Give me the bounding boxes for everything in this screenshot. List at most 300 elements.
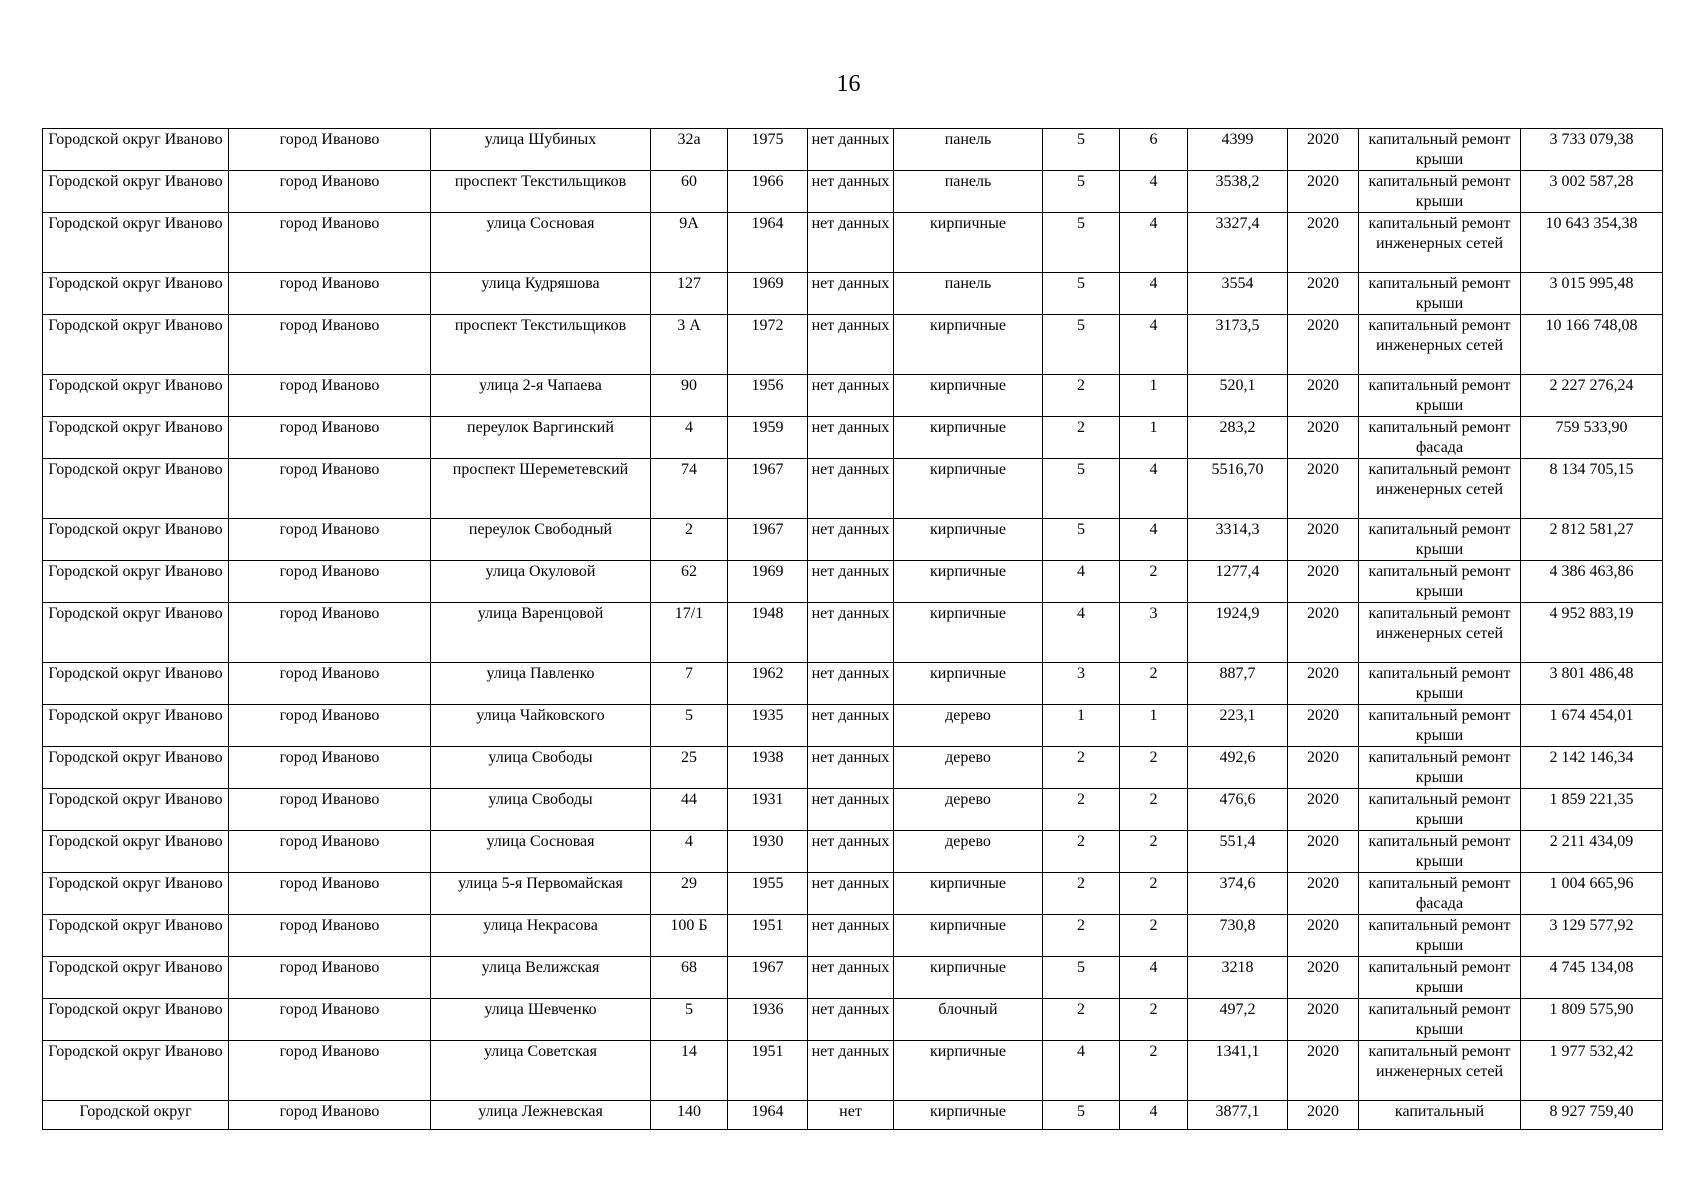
- cell-street: улица Свободы: [431, 789, 651, 831]
- cell-plan-year: 2020: [1288, 1041, 1359, 1101]
- cell-street: улица 5-я Первомайская: [431, 873, 651, 915]
- housing-repair-table: [42, 128, 1663, 1130]
- cell-wall-material: кирпичные: [894, 315, 1043, 375]
- cell-entrances: 2: [1120, 561, 1188, 603]
- cell-settlement: город Иваново: [229, 519, 431, 561]
- page-number: 16: [836, 71, 861, 97]
- cell-plan-year: 2020: [1288, 519, 1359, 561]
- cell-cost: 4 952 883,19: [1521, 603, 1663, 663]
- cell-settlement: город Иваново: [229, 375, 431, 417]
- cell-entrances: 2: [1120, 915, 1188, 957]
- table-row: [43, 1041, 1663, 1101]
- cell-entrances: 1: [1120, 705, 1188, 747]
- cell-commission-year: нет данных: [808, 957, 894, 999]
- cell-municipality: Городской округ Иваново: [43, 171, 229, 213]
- cell-floors: 5: [1043, 957, 1120, 999]
- table-row: [43, 999, 1663, 1041]
- cell-area: 3314,3: [1188, 519, 1288, 561]
- cell-floors: 5: [1043, 459, 1120, 519]
- cell-entrances: 4: [1120, 1101, 1188, 1130]
- cell-plan-year: 2020: [1288, 129, 1359, 171]
- cell-municipality: Городской округ Иваново: [43, 561, 229, 603]
- cell-street: улица Чайковского: [431, 705, 651, 747]
- cell-work-type: капитальный ремонт крыши: [1359, 561, 1521, 603]
- cell-settlement: город Иваново: [229, 1041, 431, 1101]
- cell-street: улица Варенцовой: [431, 603, 651, 663]
- cell-plan-year: 2020: [1288, 873, 1359, 915]
- cell-floors: 2: [1043, 915, 1120, 957]
- cell-work-type: капитальный ремонт инженерных сетей: [1359, 603, 1521, 663]
- cell-street: улица Свободы: [431, 747, 651, 789]
- cell-commission-year: нет данных: [808, 519, 894, 561]
- cell-wall-material: панель: [894, 273, 1043, 315]
- cell-wall-material: кирпичные: [894, 561, 1043, 603]
- cell-wall-material: кирпичные: [894, 1101, 1043, 1130]
- table-row: [43, 375, 1663, 417]
- cell-work-type: капитальный ремонт инженерных сетей: [1359, 213, 1521, 273]
- cell-settlement: город Иваново: [229, 663, 431, 705]
- cell-plan-year: 2020: [1288, 375, 1359, 417]
- cell-settlement: город Иваново: [229, 171, 431, 213]
- cell-plan-year: 2020: [1288, 213, 1359, 273]
- cell-floors: 1: [1043, 705, 1120, 747]
- cell-build-year: 1967: [728, 957, 808, 999]
- cell-floors: 5: [1043, 519, 1120, 561]
- cell-wall-material: кирпичные: [894, 213, 1043, 273]
- cell-commission-year: нет данных: [808, 273, 894, 315]
- cell-plan-year: 2020: [1288, 561, 1359, 603]
- cell-cost: 1 674 454,01: [1521, 705, 1663, 747]
- cell-work-type: капитальный ремонт крыши: [1359, 789, 1521, 831]
- cell-municipality: Городской округ Иваново: [43, 705, 229, 747]
- cell-plan-year: 2020: [1288, 417, 1359, 459]
- cell-municipality: Городской округ Иваново: [43, 315, 229, 375]
- cell-work-type: капитальный ремонт крыши: [1359, 519, 1521, 561]
- cell-work-type: капитальный ремонт крыши: [1359, 915, 1521, 957]
- cell-work-type: капитальный ремонт крыши: [1359, 663, 1521, 705]
- cell-area: 3173,5: [1188, 315, 1288, 375]
- table-row: [43, 603, 1663, 663]
- cell-municipality: Городской округ Иваново: [43, 519, 229, 561]
- cell-house-number: 14: [651, 1041, 728, 1101]
- cell-settlement: город Иваново: [229, 273, 431, 315]
- cell-wall-material: кирпичные: [894, 1041, 1043, 1101]
- cell-commission-year: нет данных: [808, 171, 894, 213]
- cell-settlement: город Иваново: [229, 747, 431, 789]
- cell-wall-material: панель: [894, 171, 1043, 213]
- table-row: [43, 315, 1663, 375]
- cell-commission-year: нет данных: [808, 129, 894, 171]
- cell-entrances: 2: [1120, 747, 1188, 789]
- table-row: [43, 417, 1663, 459]
- cell-entrances: 4: [1120, 171, 1188, 213]
- table-row: [43, 129, 1663, 171]
- cell-wall-material: кирпичные: [894, 519, 1043, 561]
- cell-work-type: капитальный ремонт инженерных сетей: [1359, 1041, 1521, 1101]
- cell-settlement: город Иваново: [229, 789, 431, 831]
- cell-work-type: капитальный ремонт крыши: [1359, 171, 1521, 213]
- table-row: [43, 459, 1663, 519]
- table-row: [43, 705, 1663, 747]
- cell-wall-material: кирпичные: [894, 873, 1043, 915]
- cell-build-year: 1951: [728, 915, 808, 957]
- cell-wall-material: кирпичные: [894, 417, 1043, 459]
- cell-cost: 2 227 276,24: [1521, 375, 1663, 417]
- cell-work-type: капитальный ремонт крыши: [1359, 999, 1521, 1041]
- cell-municipality: Городской округ Иваново: [43, 213, 229, 273]
- cell-commission-year: нет данных: [808, 561, 894, 603]
- cell-wall-material: кирпичные: [894, 663, 1043, 705]
- cell-work-type: капитальный ремонт крыши: [1359, 705, 1521, 747]
- cell-plan-year: 2020: [1288, 273, 1359, 315]
- cell-cost: 1 859 221,35: [1521, 789, 1663, 831]
- cell-work-type: капитальный ремонт крыши: [1359, 375, 1521, 417]
- cell-build-year: 1955: [728, 873, 808, 915]
- cell-area: 520,1: [1188, 375, 1288, 417]
- cell-build-year: 1969: [728, 273, 808, 315]
- cell-commission-year: нет данных: [808, 213, 894, 273]
- cell-commission-year: нет данных: [808, 663, 894, 705]
- cell-work-type: капитальный ремонт крыши: [1359, 747, 1521, 789]
- cell-build-year: 1966: [728, 171, 808, 213]
- cell-work-type: капитальный ремонт инженерных сетей: [1359, 459, 1521, 519]
- cell-street: переулок Варгинский: [431, 417, 651, 459]
- cell-entrances: 4: [1120, 315, 1188, 375]
- cell-wall-material: дерево: [894, 705, 1043, 747]
- cell-area: 3538,2: [1188, 171, 1288, 213]
- cell-house-number: 3 А: [651, 315, 728, 375]
- cell-settlement: город Иваново: [229, 957, 431, 999]
- cell-street: проспект Текстильщиков: [431, 315, 651, 375]
- cell-street: переулок Свободный: [431, 519, 651, 561]
- cell-build-year: 1956: [728, 375, 808, 417]
- table-row: [43, 171, 1663, 213]
- cell-wall-material: дерево: [894, 831, 1043, 873]
- cell-plan-year: 2020: [1288, 957, 1359, 999]
- cell-entrances: 2: [1120, 789, 1188, 831]
- cell-build-year: 1975: [728, 129, 808, 171]
- cell-municipality: Городской округ Иваново: [43, 873, 229, 915]
- cell-commission-year: нет данных: [808, 831, 894, 873]
- cell-build-year: 1931: [728, 789, 808, 831]
- cell-cost: 2 142 146,34: [1521, 747, 1663, 789]
- cell-floors: 3: [1043, 663, 1120, 705]
- table-row: [43, 789, 1663, 831]
- cell-street: улица Велижская: [431, 957, 651, 999]
- cell-work-type: капитальный: [1359, 1101, 1521, 1130]
- cell-commission-year: нет: [808, 1101, 894, 1130]
- cell-cost: 4 745 134,08: [1521, 957, 1663, 999]
- cell-wall-material: дерево: [894, 747, 1043, 789]
- cell-municipality: Городской округ Иваново: [43, 273, 229, 315]
- cell-entrances: 4: [1120, 459, 1188, 519]
- cell-street: улица Шевченко: [431, 999, 651, 1041]
- cell-settlement: город Иваново: [229, 831, 431, 873]
- cell-plan-year: 2020: [1288, 171, 1359, 213]
- cell-settlement: город Иваново: [229, 213, 431, 273]
- cell-entrances: 4: [1120, 213, 1188, 273]
- cell-street: улица Сосновая: [431, 831, 651, 873]
- cell-area: 497,2: [1188, 999, 1288, 1041]
- cell-municipality: Городской округ Иваново: [43, 603, 229, 663]
- cell-house-number: 29: [651, 873, 728, 915]
- cell-settlement: город Иваново: [229, 999, 431, 1041]
- cell-cost: 8 927 759,40: [1521, 1101, 1663, 1130]
- cell-floors: 2: [1043, 999, 1120, 1041]
- cell-build-year: 1964: [728, 213, 808, 273]
- cell-house-number: 4: [651, 417, 728, 459]
- cell-commission-year: нет данных: [808, 747, 894, 789]
- cell-floors: 2: [1043, 417, 1120, 459]
- cell-cost: 1 977 532,42: [1521, 1041, 1663, 1101]
- cell-plan-year: 2020: [1288, 663, 1359, 705]
- cell-house-number: 127: [651, 273, 728, 315]
- cell-commission-year: нет данных: [808, 375, 894, 417]
- cell-work-type: капитальный ремонт фасада: [1359, 417, 1521, 459]
- cell-house-number: 68: [651, 957, 728, 999]
- cell-area: 551,4: [1188, 831, 1288, 873]
- cell-municipality: Городской округ Иваново: [43, 957, 229, 999]
- cell-cost: 10 166 748,08: [1521, 315, 1663, 375]
- cell-wall-material: блочный: [894, 999, 1043, 1041]
- cell-plan-year: 2020: [1288, 459, 1359, 519]
- cell-plan-year: 2020: [1288, 1101, 1359, 1130]
- table-row: [43, 561, 1663, 603]
- cell-build-year: 1935: [728, 705, 808, 747]
- cell-house-number: 17/1: [651, 603, 728, 663]
- cell-municipality: Городской округ Иваново: [43, 459, 229, 519]
- cell-floors: 5: [1043, 315, 1120, 375]
- cell-street: проспект Шереметевский: [431, 459, 651, 519]
- cell-street: улица Советская: [431, 1041, 651, 1101]
- cell-commission-year: нет данных: [808, 705, 894, 747]
- cell-municipality: Городской округ Иваново: [43, 663, 229, 705]
- cell-work-type: капитальный ремонт крыши: [1359, 273, 1521, 315]
- cell-house-number: 7: [651, 663, 728, 705]
- cell-wall-material: кирпичные: [894, 375, 1043, 417]
- cell-build-year: 1972: [728, 315, 808, 375]
- cell-area: 730,8: [1188, 915, 1288, 957]
- cell-wall-material: кирпичные: [894, 957, 1043, 999]
- cell-settlement: город Иваново: [229, 315, 431, 375]
- cell-settlement: город Иваново: [229, 417, 431, 459]
- cell-plan-year: 2020: [1288, 705, 1359, 747]
- cell-floors: 2: [1043, 873, 1120, 915]
- cell-street: улица 2-я Чапаева: [431, 375, 651, 417]
- table-row: [43, 747, 1663, 789]
- cell-settlement: город Иваново: [229, 1101, 431, 1130]
- cell-area: 1924,9: [1188, 603, 1288, 663]
- cell-settlement: город Иваново: [229, 561, 431, 603]
- cell-floors: 2: [1043, 375, 1120, 417]
- cell-area: 3877,1: [1188, 1101, 1288, 1130]
- cell-area: 374,6: [1188, 873, 1288, 915]
- cell-entrances: 4: [1120, 273, 1188, 315]
- cell-entrances: 4: [1120, 519, 1188, 561]
- cell-area: 1341,1: [1188, 1041, 1288, 1101]
- cell-build-year: 1964: [728, 1101, 808, 1130]
- cell-work-type: капитальный ремонт крыши: [1359, 831, 1521, 873]
- cell-house-number: 5: [651, 705, 728, 747]
- cell-municipality: Городской округ Иваново: [43, 129, 229, 171]
- cell-plan-year: 2020: [1288, 999, 1359, 1041]
- table-row: [43, 957, 1663, 999]
- cell-cost: 3 015 995,48: [1521, 273, 1663, 315]
- cell-build-year: 1959: [728, 417, 808, 459]
- cell-cost: 2 211 434,09: [1521, 831, 1663, 873]
- cell-commission-year: нет данных: [808, 417, 894, 459]
- cell-area: 3327,4: [1188, 213, 1288, 273]
- cell-settlement: город Иваново: [229, 603, 431, 663]
- cell-commission-year: нет данных: [808, 459, 894, 519]
- cell-settlement: город Иваново: [229, 129, 431, 171]
- cell-house-number: 62: [651, 561, 728, 603]
- cell-house-number: 44: [651, 789, 728, 831]
- cell-commission-year: нет данных: [808, 999, 894, 1041]
- cell-area: 283,2: [1188, 417, 1288, 459]
- cell-street: улица Сосновая: [431, 213, 651, 273]
- table-row: [43, 1101, 1663, 1130]
- cell-area: 492,6: [1188, 747, 1288, 789]
- cell-area: 3218: [1188, 957, 1288, 999]
- cell-area: 4399: [1188, 129, 1288, 171]
- cell-house-number: 2: [651, 519, 728, 561]
- cell-municipality: Городской округ Иваново: [43, 375, 229, 417]
- cell-house-number: 74: [651, 459, 728, 519]
- cell-municipality: Городской округ Иваново: [43, 747, 229, 789]
- cell-municipality: Городской округ Иваново: [43, 831, 229, 873]
- cell-cost: 4 386 463,86: [1521, 561, 1663, 603]
- cell-work-type: капитальный ремонт инженерных сетей: [1359, 315, 1521, 375]
- cell-floors: 2: [1043, 789, 1120, 831]
- cell-cost: 3 801 486,48: [1521, 663, 1663, 705]
- cell-house-number: 4: [651, 831, 728, 873]
- cell-commission-year: нет данных: [808, 1041, 894, 1101]
- cell-build-year: 1967: [728, 519, 808, 561]
- cell-floors: 5: [1043, 273, 1120, 315]
- cell-plan-year: 2020: [1288, 915, 1359, 957]
- cell-work-type: капитальный ремонт фасада: [1359, 873, 1521, 915]
- cell-street: проспект Текстильщиков: [431, 171, 651, 213]
- cell-floors: 5: [1043, 213, 1120, 273]
- cell-cost: 759 533,90: [1521, 417, 1663, 459]
- cell-area: 887,7: [1188, 663, 1288, 705]
- table-row: [43, 519, 1663, 561]
- cell-floors: 4: [1043, 1041, 1120, 1101]
- cell-plan-year: 2020: [1288, 831, 1359, 873]
- cell-cost: 3 733 079,38: [1521, 129, 1663, 171]
- cell-work-type: капитальный ремонт крыши: [1359, 957, 1521, 999]
- cell-house-number: 60: [651, 171, 728, 213]
- cell-plan-year: 2020: [1288, 747, 1359, 789]
- cell-entrances: 2: [1120, 873, 1188, 915]
- cell-house-number: 9А: [651, 213, 728, 273]
- cell-settlement: город Иваново: [229, 873, 431, 915]
- table-row: [43, 273, 1663, 315]
- cell-cost: 3 002 587,28: [1521, 171, 1663, 213]
- cell-floors: 2: [1043, 747, 1120, 789]
- cell-municipality: Городской округ Иваново: [43, 417, 229, 459]
- cell-build-year: 1962: [728, 663, 808, 705]
- cell-floors: 4: [1043, 603, 1120, 663]
- cell-entrances: 3: [1120, 603, 1188, 663]
- cell-plan-year: 2020: [1288, 789, 1359, 831]
- cell-house-number: 90: [651, 375, 728, 417]
- cell-settlement: город Иваново: [229, 915, 431, 957]
- cell-floors: 5: [1043, 171, 1120, 213]
- cell-floors: 5: [1043, 129, 1120, 171]
- cell-floors: 4: [1043, 561, 1120, 603]
- cell-cost: 10 643 354,38: [1521, 213, 1663, 273]
- cell-wall-material: панель: [894, 129, 1043, 171]
- cell-commission-year: нет данных: [808, 873, 894, 915]
- cell-cost: 3 129 577,92: [1521, 915, 1663, 957]
- cell-settlement: город Иваново: [229, 459, 431, 519]
- cell-floors: 5: [1043, 1101, 1120, 1130]
- cell-build-year: 1951: [728, 1041, 808, 1101]
- cell-house-number: 140: [651, 1101, 728, 1130]
- cell-work-type: капитальный ремонт крыши: [1359, 129, 1521, 171]
- cell-area: 476,6: [1188, 789, 1288, 831]
- cell-settlement: город Иваново: [229, 705, 431, 747]
- cell-house-number: 5: [651, 999, 728, 1041]
- cell-area: 3554: [1188, 273, 1288, 315]
- table-row: [43, 663, 1663, 705]
- cell-cost: 1 809 575,90: [1521, 999, 1663, 1041]
- cell-street: улица Окуловой: [431, 561, 651, 603]
- cell-cost: 2 812 581,27: [1521, 519, 1663, 561]
- cell-commission-year: нет данных: [808, 315, 894, 375]
- table-row: [43, 915, 1663, 957]
- cell-commission-year: нет данных: [808, 915, 894, 957]
- cell-entrances: 2: [1120, 999, 1188, 1041]
- cell-cost: 1 004 665,96: [1521, 873, 1663, 915]
- cell-entrances: 4: [1120, 957, 1188, 999]
- cell-wall-material: кирпичные: [894, 603, 1043, 663]
- table-row: [43, 213, 1663, 273]
- cell-cost: 8 134 705,15: [1521, 459, 1663, 519]
- cell-entrances: 2: [1120, 831, 1188, 873]
- cell-entrances: 6: [1120, 129, 1188, 171]
- table-row: [43, 831, 1663, 873]
- cell-municipality: Городской округ Иваново: [43, 915, 229, 957]
- cell-entrances: 2: [1120, 1041, 1188, 1101]
- cell-floors: 2: [1043, 831, 1120, 873]
- cell-build-year: 1967: [728, 459, 808, 519]
- cell-municipality: Городской округ Иваново: [43, 789, 229, 831]
- cell-street: улица Кудряшова: [431, 273, 651, 315]
- cell-build-year: 1936: [728, 999, 808, 1041]
- cell-house-number: 100 Б: [651, 915, 728, 957]
- cell-wall-material: кирпичные: [894, 459, 1043, 519]
- table-row: [43, 873, 1663, 915]
- cell-build-year: 1969: [728, 561, 808, 603]
- cell-entrances: 2: [1120, 663, 1188, 705]
- cell-house-number: 32а: [651, 129, 728, 171]
- cell-plan-year: 2020: [1288, 315, 1359, 375]
- cell-entrances: 1: [1120, 375, 1188, 417]
- cell-municipality: Городской округ Иваново: [43, 1041, 229, 1101]
- cell-wall-material: дерево: [894, 789, 1043, 831]
- cell-area: 223,1: [1188, 705, 1288, 747]
- cell-area: 5516,70: [1188, 459, 1288, 519]
- cell-house-number: 25: [651, 747, 728, 789]
- cell-municipality: Городской округ Иваново: [43, 999, 229, 1041]
- cell-municipality: Городской округ: [43, 1101, 229, 1130]
- cell-commission-year: нет данных: [808, 603, 894, 663]
- cell-plan-year: 2020: [1288, 603, 1359, 663]
- cell-build-year: 1938: [728, 747, 808, 789]
